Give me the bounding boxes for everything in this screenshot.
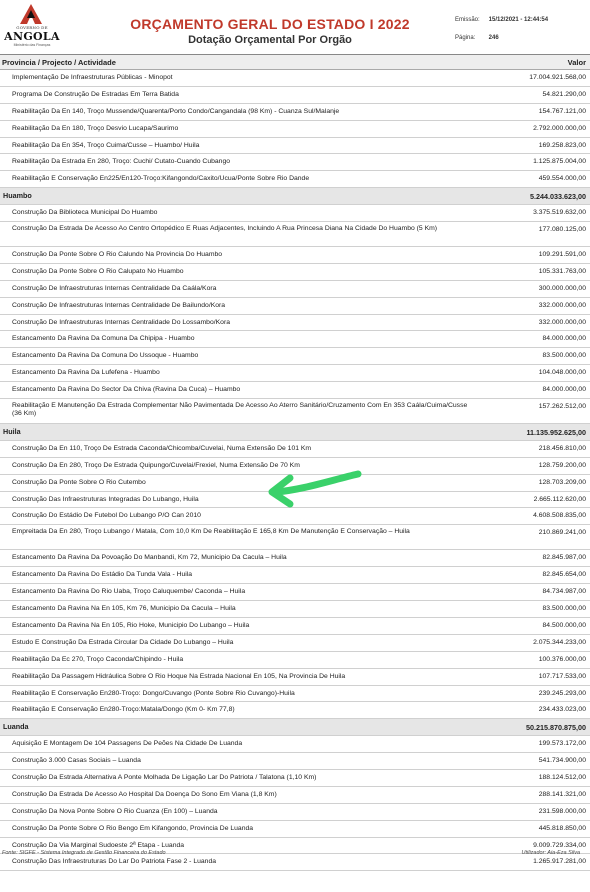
project-value: 107.717.533,00 — [538, 672, 586, 680]
project-description: Reabilitação E Manutenção Da Estrada Complementar Não Pavimentada De Acesso Ao Aterro Sanitário/Cruzamento Com En 353 Caála/Cuima/Cusse (36 Km) — [12, 402, 468, 417]
table-row — [0, 365, 590, 382]
table-row — [0, 601, 590, 618]
emission-label: Emissão: — [455, 17, 480, 23]
province-name: Huambo — [3, 191, 32, 201]
table-row — [0, 138, 590, 155]
table-row — [0, 753, 590, 770]
angola-logo — [2, 4, 58, 48]
project-value: 105.331.763,00 — [538, 267, 586, 275]
project-description: Reabilitação Da En 140, Troço Mussende/Quarenta/Porto Condo/Cangandala (98 Km) - Cuanza Sul/Malanje — [12, 107, 340, 115]
project-value: 100.376.000,00 — [538, 655, 586, 663]
table-row — [0, 315, 590, 332]
table-row — [0, 87, 590, 104]
project-description: Aquisição E Montagem De 104 Passagens De Peões Na Cidade De Luanda — [12, 740, 243, 748]
project-description: Reabilitação E Conservação En280-Troço:Matala/Dongo (Km 0- Km 77,8) — [12, 706, 235, 714]
project-description: Construção Do Estádio De Futebol Do Lubango P/O Can 2010 — [12, 512, 201, 520]
project-value: 128.759.200,00 — [538, 461, 586, 469]
table-row — [0, 399, 590, 424]
table-row — [0, 205, 590, 222]
province-name: Huila — [3, 427, 21, 437]
project-description: Construção Da Ponte Sobre O Rio Bengo Em Kifangondo, Provincia De Luanda — [12, 824, 254, 832]
project-description: Construção Da Ponte Sobre O Rio Cutembo — [12, 478, 146, 486]
project-value: 2.665.112.620,00 — [533, 495, 586, 503]
table-row — [0, 171, 590, 188]
project-value: 109.291.591,00 — [538, 251, 586, 259]
table-row — [0, 525, 590, 550]
project-value: 210.869.241,00 — [538, 529, 586, 537]
project-value: 4.608.508.835,00 — [533, 512, 586, 520]
table-row — [0, 770, 590, 787]
project-value: 239.245.293,00 — [538, 689, 586, 697]
table-row — [0, 121, 590, 138]
page-value: 246 — [488, 35, 499, 41]
project-value: 1.265.917.281,00 — [533, 858, 586, 866]
project-description: Reabilitação Da Passagem Hidráulica Sobre O Rio Hoque Na Estrada Nacional En 105, Na Provincia De Huila — [12, 672, 346, 680]
green-arrow-annotation — [262, 466, 362, 512]
project-value: 17.004.921.568,00 — [529, 74, 586, 81]
table-row — [0, 331, 590, 348]
table-row — [0, 264, 590, 281]
project-value: 288.141.321,00 — [538, 790, 586, 798]
province-total: 50.215.870.875,00 — [526, 723, 586, 733]
project-description: Estancamento Da Ravina Do Estádio Da Tunda Vala - Huila — [12, 571, 193, 579]
column-header-value: Valor — [567, 58, 586, 67]
project-description: Construção Das Infraestruturas Integradas Do Lubango, Huila — [12, 495, 199, 503]
province-row — [0, 719, 590, 736]
project-value: 199.573.172,00 — [538, 740, 586, 748]
project-description: Estancamento Da Ravina Na En 105, Rio Hoke, Municipio Do Lubango – Huila — [12, 621, 250, 629]
project-value: 169.258.823,00 — [538, 141, 586, 149]
project-description: Estancamento Da Ravina Da Povoação Do Manbandi, Km 72, Municipio Da Cacula – Huila — [12, 554, 287, 562]
province-row — [0, 188, 590, 205]
project-value: 128.703.209,00 — [538, 478, 586, 486]
project-description: Reabilitação E Conservação En225/En120-Troço:Kifangondo/Caxito/Ucua/Ponte Sobre Rio Dande — [12, 175, 310, 183]
footer-source: Fonte: SIGFE - Sistema Integrado de Gestão Financeira do Estado — [2, 850, 166, 856]
project-value: 177.080.125,00 — [538, 226, 586, 234]
project-description: Estancamento Da Ravina Na En 105, Km 76, Municipio Da Cacula – Huila — [12, 605, 236, 613]
table-row — [0, 686, 590, 703]
table-row — [0, 567, 590, 584]
project-value: 82.845.987,00 — [542, 554, 586, 562]
project-description: Estancamento Da Ravina Da Comuna Do Ussoque - Huambo — [12, 352, 199, 360]
table-row — [0, 70, 590, 87]
logo-name: ANGOLA — [4, 30, 60, 43]
province-total: 11.135.952.625,00 — [526, 428, 586, 438]
project-description: Estudo E Construção Da Estrada Circular Da Cidade Do Lubango – Huila — [12, 638, 234, 646]
table-row — [0, 247, 590, 264]
project-description: Reabilitação Da En 180, Troço Desvio Lucapa/Saurimo — [12, 124, 179, 132]
table-row — [0, 652, 590, 669]
page-title: ORÇAMENTO GERAL DO ESTADO I 2022 — [130, 16, 410, 32]
table-row — [0, 222, 590, 247]
page-number — [455, 35, 499, 41]
project-description: Construção Das Infraestruturas Do Lar Do Patriota Fase 2 - Luanda — [12, 858, 217, 866]
project-description: Construção Da Estrada De Acesso Ao Centro Ortopédico E Ruas Adjacentes, Incluindo A Rua Princesa Diana Na Cidade Do Huambo (5 Km) — [12, 225, 438, 233]
table-row — [0, 154, 590, 171]
table-header — [0, 54, 590, 70]
project-value: 82.845.654,00 — [542, 571, 586, 579]
table-row — [0, 618, 590, 635]
project-value: 218.456.810,00 — [538, 444, 586, 452]
project-value: 104.048.000,00 — [538, 369, 586, 377]
project-description: Construção De Infraestruturas Internas Centralidade Da Caála/Kora — [12, 284, 217, 292]
project-description: Construção Da Estrada De Acesso Ao Hospital Da Doença Do Sono Em Viana (1,8 Km) — [12, 790, 277, 798]
table-row — [0, 298, 590, 315]
province-total: 5.244.033.623,00 — [530, 192, 586, 202]
table-row — [0, 635, 590, 652]
project-description: Empreitada Da En 280, Troço Lubango / Matala, Com 10,0 Km De Reabilitação E 165,8 Km De Manutenção E Conservação – Huila — [12, 528, 410, 536]
project-value: 84.500.000,00 — [542, 621, 586, 629]
project-description: Estancamento Da Ravina Do Rio Uaba, Troço Caluquembe/ Caconda – Huila — [12, 588, 246, 596]
table-row — [0, 736, 590, 753]
logo-ministry: Ministério das Finanças — [13, 43, 51, 47]
project-description: Construção Da Biblioteca Municipal Do Huambo — [12, 209, 158, 217]
table-row — [0, 854, 590, 871]
project-value: 154.767.121,00 — [538, 107, 586, 115]
project-description: Construção Da En 280, Troço De Estrada Quipungo/Cuvelai/Frexiel, Numa Extensão De 70 Km — [12, 461, 300, 469]
table-row — [0, 550, 590, 567]
project-description: Reabilitação Da Ec 270, Troço Caconda/Chipindo - Huila — [12, 655, 184, 663]
project-value: 84.000.000,00 — [542, 386, 586, 394]
project-description: Construção De Infraestruturas Internas Centralidade Do Lossambo/Kora — [12, 318, 230, 326]
project-description: Construção De Infraestruturas Internas Centralidade De Bailundo/Kora — [12, 301, 226, 309]
project-description: Construção Da Ponte Sobre O Rio Calundo Na Provincia Do Huambo — [12, 251, 223, 259]
project-value: 1.125.875.004,00 — [533, 158, 586, 166]
project-description: Estancamento Da Ravina Da Comuna Da Chipipa - Huambo — [12, 335, 195, 343]
project-value: 234.433.023,00 — [538, 706, 586, 714]
emblem-icon — [20, 4, 42, 24]
emission-date — [455, 17, 548, 23]
project-description: Construção 3.000 Casas Sociais – Luanda — [12, 757, 141, 765]
page-subtitle: Dotação Orçamental Por Orgão — [188, 34, 352, 46]
project-description: Estancamento Da Ravina Do Sector Da Chiva (Ravina Da Cuca) – Huambo — [12, 386, 241, 394]
table-row — [0, 281, 590, 298]
project-value: 83.500.000,00 — [542, 352, 586, 360]
project-value: 3.375.519.632,00 — [533, 209, 586, 217]
page-header — [0, 0, 590, 50]
project-description: Reabilitação Da En 354, Troço Cuima/Cusse – Huambo/ Huila — [12, 141, 200, 149]
project-value: 54.821.290,00 — [542, 90, 586, 98]
project-description: Implementação De Infraestruturas Públicas - Minopot — [12, 74, 173, 81]
project-description: Estancamento Da Ravina Da Lufefena - Huambo — [12, 369, 160, 377]
table-row — [0, 348, 590, 365]
page-label: Página: — [455, 35, 476, 41]
project-description: Construção Da Via Marginal Sudoeste 2ª Etapa - Luanda — [12, 841, 185, 849]
project-value: 541.734.900,00 — [538, 757, 586, 765]
emission-value: 15/12/2021 - 12:44:54 — [488, 17, 549, 23]
project-description: Construção Da En 110, Troço De Estrada Caconda/Chicomba/Cuvelai, Numa Extensão De 101 Km — [12, 444, 312, 452]
project-value: 300.000.000,00 — [538, 284, 586, 292]
table-row — [0, 104, 590, 121]
column-header-description: Provincia / Projecto / Actividade — [2, 58, 116, 67]
budget-table — [0, 54, 590, 871]
project-value: 332.000.000,00 — [538, 318, 586, 326]
project-description: Programa De Construção De Estradas Em Terra Batida — [12, 90, 179, 98]
logo-small-text: GOVERNO DE — [16, 25, 48, 30]
project-value: 9.009.729.334,00 — [533, 841, 586, 849]
project-description: Reabilitação E Conservação En280-Troço: Dongo/Cuvango (Ponte Sobre Rio Cuvango)-Huila — [12, 689, 295, 697]
project-description: Construção Da Estrada Alternativa A Ponte Molhada De Ligação Lar Do Patriota / Talatona (1,10 Km) — [12, 773, 317, 781]
project-value: 83.500.000,00 — [542, 605, 586, 613]
footer-user: Utilizador: Aia-Eza.Silva — [521, 850, 580, 856]
table-row — [0, 804, 590, 821]
table-row — [0, 584, 590, 601]
province-name: Luanda — [3, 722, 29, 732]
project-description: Construção Da Ponte Sobre O Rio Calupato No Huambo — [12, 267, 184, 275]
project-value: 84.000.000,00 — [542, 335, 586, 343]
project-value: 231.598.000,00 — [538, 807, 586, 815]
project-description: Reabilitação Da Estrada En 280, Troço: Cuchi/ Cutato-Cuando Cubango — [12, 158, 231, 166]
project-value: 2.792.000.000,00 — [533, 124, 586, 132]
table-row — [0, 702, 590, 719]
table-row — [0, 821, 590, 838]
table-row — [0, 382, 590, 399]
project-value: 332.000.000,00 — [538, 301, 586, 309]
table-row — [0, 787, 590, 804]
project-value: 84.734.987,00 — [542, 588, 586, 596]
table-row — [0, 669, 590, 686]
province-row — [0, 424, 590, 441]
project-value: 445.818.850,00 — [538, 824, 586, 832]
project-value: 459.554.000,00 — [538, 175, 586, 183]
table-row — [0, 441, 590, 458]
project-value: 188.124.512,00 — [538, 773, 586, 781]
project-value: 2.075.344.233,00 — [533, 638, 586, 646]
project-description: Construção Da Nova Ponte Sobre O Rio Cuanza (En 100) – Luanda — [12, 807, 218, 815]
project-value: 157.262.512,00 — [538, 403, 586, 411]
